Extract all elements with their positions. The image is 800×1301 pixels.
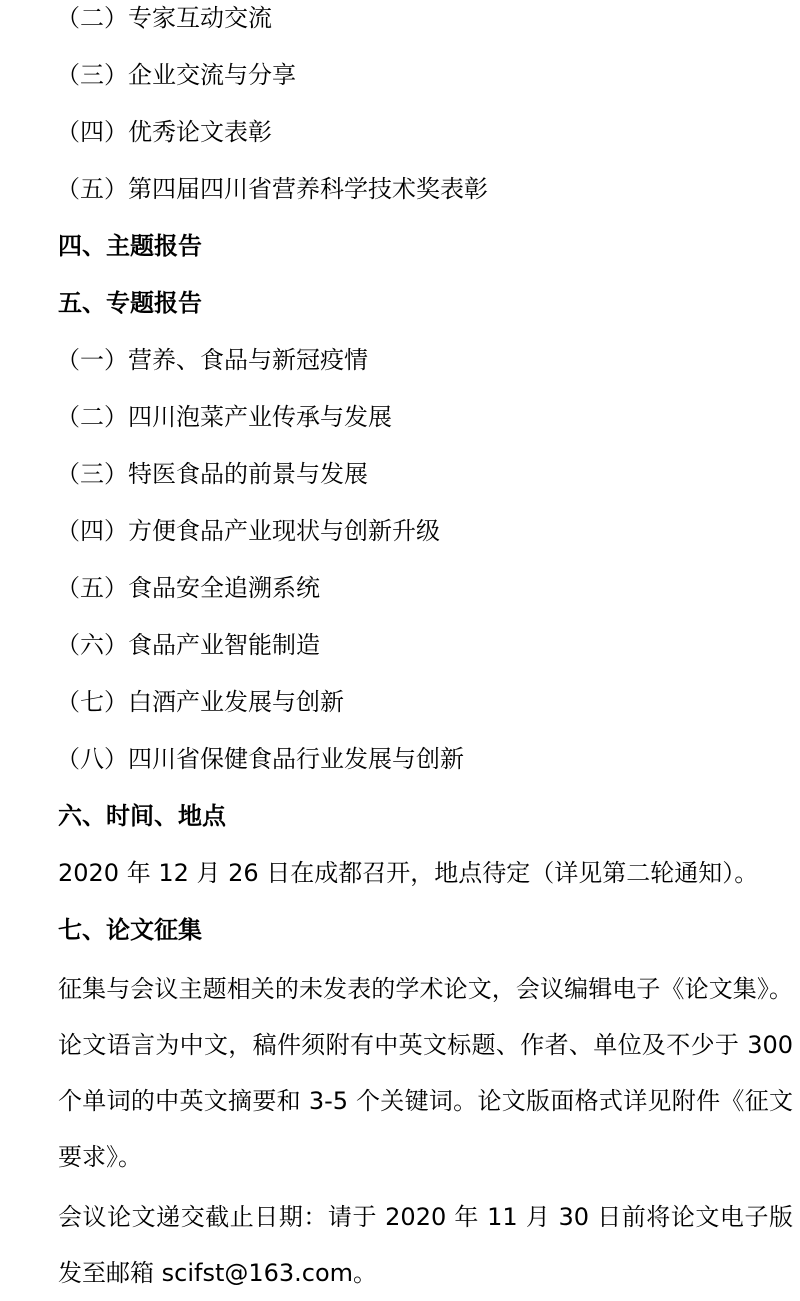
papers-paragraph-1: 征集与会议主题相关的未发表的学术论文，会议编辑电子《论文集》。论文语言为中文，稿件须附有中英文标题、作者、单位及不少于 300 个单词的中英文摘要和 3-5 个关键词。论文版面格式详见附件《征文要求》。 [58, 975, 793, 1171]
special-item-3: （三）特医食品的前景与发展 [56, 460, 368, 488]
time-place-heading: 六、时间、地点 [58, 802, 226, 830]
papers-paragraph-2: 会议论文递交截止日期：请于 2020 年 11 月 30 日前将论文电子版发至邮箱 scifst@163.com。 [58, 1203, 793, 1287]
meeting-item-4: （四）优秀论文表彰 [56, 118, 272, 146]
meeting-item-3: （三）企业交流与分享 [56, 61, 296, 89]
special-item-8: （八）四川省保健食品行业发展与创新 [56, 745, 464, 773]
special-item-5: （五）食品安全追溯系统 [56, 574, 320, 602]
keynote-heading: 四、主题报告 [58, 232, 202, 260]
special-item-4: （四）方便食品产业现状与创新升级 [56, 517, 440, 545]
meeting-item-2: （二）专家互动交流 [56, 4, 272, 32]
special-item-1: （一）营养、食品与新冠疫情 [56, 346, 368, 374]
special-item-6: （六）食品产业智能制造 [56, 631, 320, 659]
special-item-7: （七）白酒产业发展与创新 [56, 688, 344, 716]
meeting-item-5: （五）第四届四川省营养科学技术奖表彰 [56, 175, 488, 203]
special-item-2: （二）四川泡菜产业传承与发展 [56, 403, 392, 431]
special-report-heading: 五、专题报告 [58, 289, 202, 317]
papers-heading: 七、论文征集 [58, 916, 202, 944]
time-place-text: 2020 年 12 月 26 日在成都召开，地点待定（详见第二轮通知）。 [58, 859, 759, 887]
